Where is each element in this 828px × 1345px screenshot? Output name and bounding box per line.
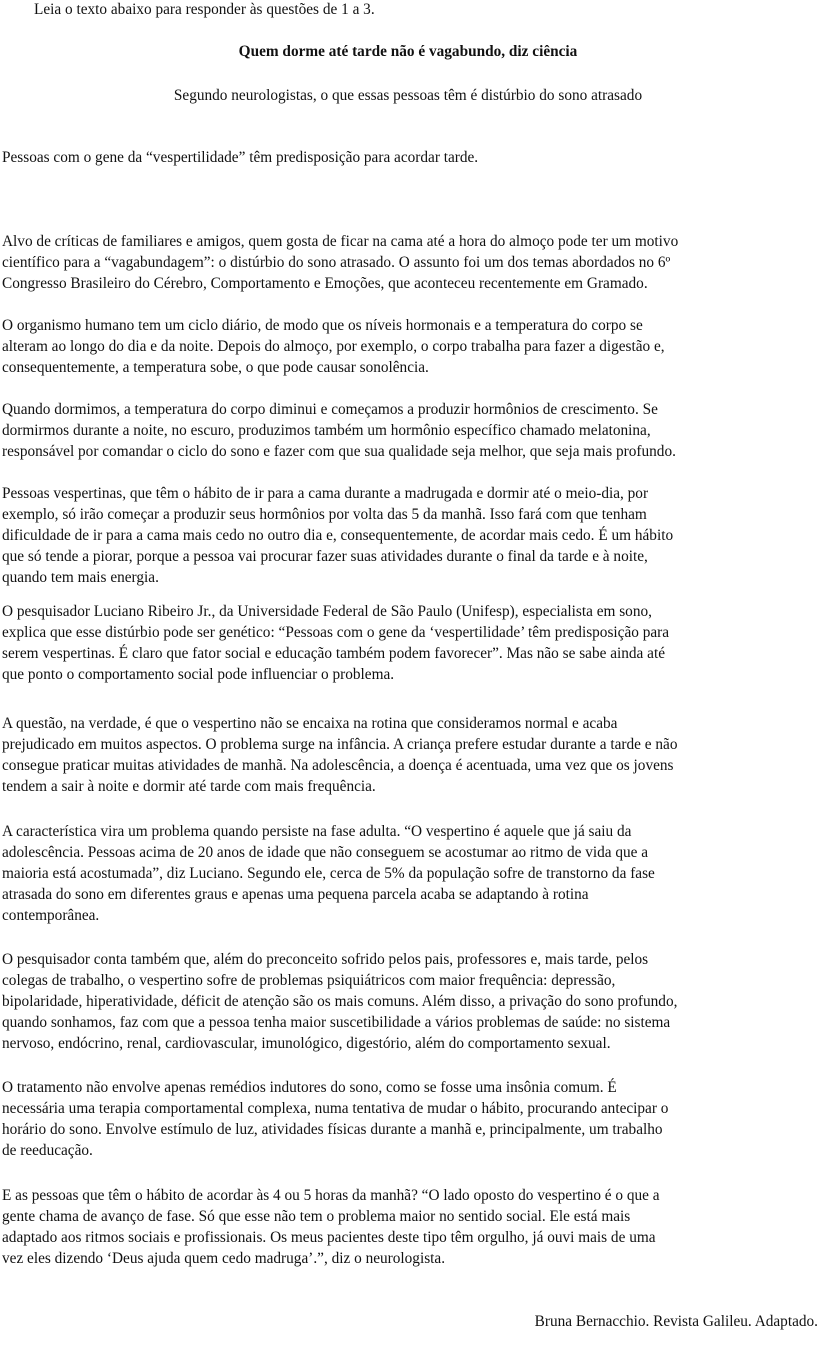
- paragraph-line: científico para a “vagabundagem”: o distúrbio do sono atrasado. O assunto foi um dos temas abordados no 6º: [2, 253, 671, 271]
- paragraph-line: E as pessoas que têm o hábito de acordar às 4 ou 5 horas da manhã? “O lado oposto do vespertino é o que a: [2, 1187, 660, 1204]
- paragraph-line: necessária uma terapia comportamental complexa, numa tentativa de mudar o hábito, procurando antecipar o: [2, 1099, 669, 1117]
- instruction-text: Leia o texto abaixo para responder às questões de 1 a 3.: [34, 1, 375, 18]
- paragraph-line: Pessoas vespertinas, que têm o hábito de ir para a cama durante a madrugada e dormir até o meio-dia, por: [2, 485, 649, 502]
- paragraph-line: O pesquisador Luciano Ribeiro Jr., da Universidade Federal de São Paulo (Unifesp), especialista em sono,: [2, 603, 652, 620]
- paragraph-line: alteram ao longo do dia e da noite. Depois do almoço, por exemplo, o corpo trabalha para fazer a digestão e,: [2, 337, 665, 355]
- paragraph-line: adaptado aos ritmos sociais e profissionais. Os meus pacientes deste tipo têm orgulho, já ouvi mais de uma: [2, 1228, 656, 1246]
- article-highlight: Pessoas com o gene da “vespertilidade” têm predisposição para acordar tarde.: [2, 149, 479, 166]
- paragraph-line: O pesquisador conta também que, além do preconceito sofrido pelos pais, professores e, mais tarde, pelos: [2, 951, 649, 968]
- paragraph-line: dormirmos durante a noite, no escuro, produzimos também um hormônio específico chamado melatonina,: [2, 421, 651, 439]
- paragraph-7: [2, 822, 820, 927]
- paragraph-line: quando tem mais energia.: [2, 568, 159, 586]
- paragraph-line: consequentemente, a temperatura sobe, o que pode causar sonolência.: [2, 358, 429, 376]
- paragraph-line: prejudicado em muitos aspectos. O problema surge na infância. A criança prefere estudar durante a tarde e não: [2, 735, 678, 753]
- paragraph-3: [2, 400, 820, 463]
- paragraph-line: colegas de trabalho, o vespertino sofre de problemas psiquiátricos com maior frequência: depressão,: [2, 971, 616, 989]
- paragraph-line: A questão, na verdade, é que o vespertino não se encaixa na rotina que consideramos normal e acaba: [2, 715, 618, 732]
- paragraph-line: de reeducação.: [2, 1141, 93, 1159]
- paragraph-line: horário do sono. Envolve estímulo de luz, atividades físicas durante a manhã e, principalmente, um trabalho: [2, 1120, 663, 1138]
- paragraph-5: [2, 602, 820, 686]
- paragraph-line: atrasada do sono em diferentes graus e apenas uma pequena parcela acaba se adaptando à rotina: [2, 885, 589, 903]
- paragraph-line: A característica vira um problema quando persiste na fase adulta. “O vespertino é aquele que já saiu da: [2, 823, 632, 840]
- paragraph-line: serem vespertinas. É claro que fator social e educação também podem favorecer”. Mas não se sabe ainda até: [2, 644, 665, 662]
- paragraph-line: Quando dormimos, a temperatura do corpo diminui e começamos a produzir hormônios de crescimento. Se: [2, 401, 658, 418]
- paragraph-line: Congresso Brasileiro do Cérebro, Comportamento e Emoções, que aconteceu recentemente em Gramado.: [2, 274, 648, 292]
- author-credit: Bruna Bernacchio. Revista Galileu. Adaptado.: [534, 1313, 818, 1330]
- paragraph-line: explica que esse distúrbio pode ser genético: “Pessoas com o gene da ‘vespertilidade’ têm predisposição para: [2, 623, 670, 641]
- paragraph-line: Alvo de críticas de familiares e amigos, quem gosta de ficar na cama até a hora do almoço pode ter um motivo: [2, 233, 679, 250]
- paragraph-4: [2, 484, 820, 589]
- paragraph-10: [2, 1186, 820, 1270]
- paragraph-line: adolescência. Pessoas acima de 20 anos de idade que não conseguem se acostumar ao ritmo de vida que a: [2, 843, 649, 861]
- paragraph-line: quando sonhamos, faz com que a pessoa tenha maior suscetibilidade a vários problemas de saúde: no sistema: [2, 1013, 671, 1031]
- paragraph-6: [2, 714, 820, 798]
- article-title: Quem dorme até tarde não é vagabundo, diz ciência: [238, 43, 578, 60]
- paragraph-line: bipolaridade, hiperatividade, déficit de atenção são os mais comuns. Além disso, a privação do sono profundo,: [2, 992, 678, 1010]
- paragraph-line: dificuldade de ir para a cama mais cedo no outro dia e, consequentemente, de acordar mais cedo. É um hábito: [2, 526, 674, 544]
- paragraph-line: exemplo, só irão começar a produzir seus hormônios por volta das 5 da manhã. Isso fará com que tenham: [2, 505, 647, 523]
- article-subtitle: Segundo neurologistas, o que essas pessoas têm é distúrbio do sono atrasado: [173, 87, 643, 104]
- paragraph-line: nervoso, endócrino, renal, cardiovascular, imunológico, digestório, além do comportamento sexual.: [2, 1034, 611, 1052]
- paragraph-9: [2, 1078, 820, 1162]
- paragraph-line: responsável por comandar o ciclo do sono e fazer com que sua qualidade seja melhor, que seja mais profundo.: [2, 442, 676, 460]
- paragraph-line: vez eles dizendo ‘Deus ajuda quem cedo madruga’.”, diz o neurologista.: [2, 1249, 446, 1267]
- paragraph-line: maioria está acostumada”, diz Luciano. Segundo ele, cerca de 5% da população sofre de transtorno da fase: [2, 864, 655, 882]
- paragraph-line: que ponto o comportamento social pode influenciar o problema.: [2, 665, 395, 683]
- paragraph-8: [2, 950, 820, 1055]
- paragraph-line: tendem a sair à noite e dormir até tarde com mais frequência.: [2, 777, 376, 795]
- paragraph-line: contemporânea.: [2, 906, 100, 924]
- paragraph-line: O organismo humano tem um ciclo diário, de modo que os níveis hormonais e a temperatura do corpo se: [2, 317, 643, 334]
- paragraph-line: gente chama de avanço de fase. Só que esse não tem o problema maior no sentido social. Ele está mais: [2, 1207, 631, 1225]
- paragraph-line: O tratamento não envolve apenas remédios indutores do sono, como se fosse uma insônia comum. É: [2, 1079, 617, 1096]
- paragraph-line: consegue praticar muitas atividades de manhã. Na adolescência, a doença é acentuada, uma vez que os jovens: [2, 756, 674, 774]
- paragraph-line: que só tende a piorar, porque a pessoa vai procurar fazer suas atividades durante o final da tarde e à noite,: [2, 547, 648, 565]
- paragraph-2: [2, 316, 820, 379]
- paragraph-1: [2, 232, 820, 295]
